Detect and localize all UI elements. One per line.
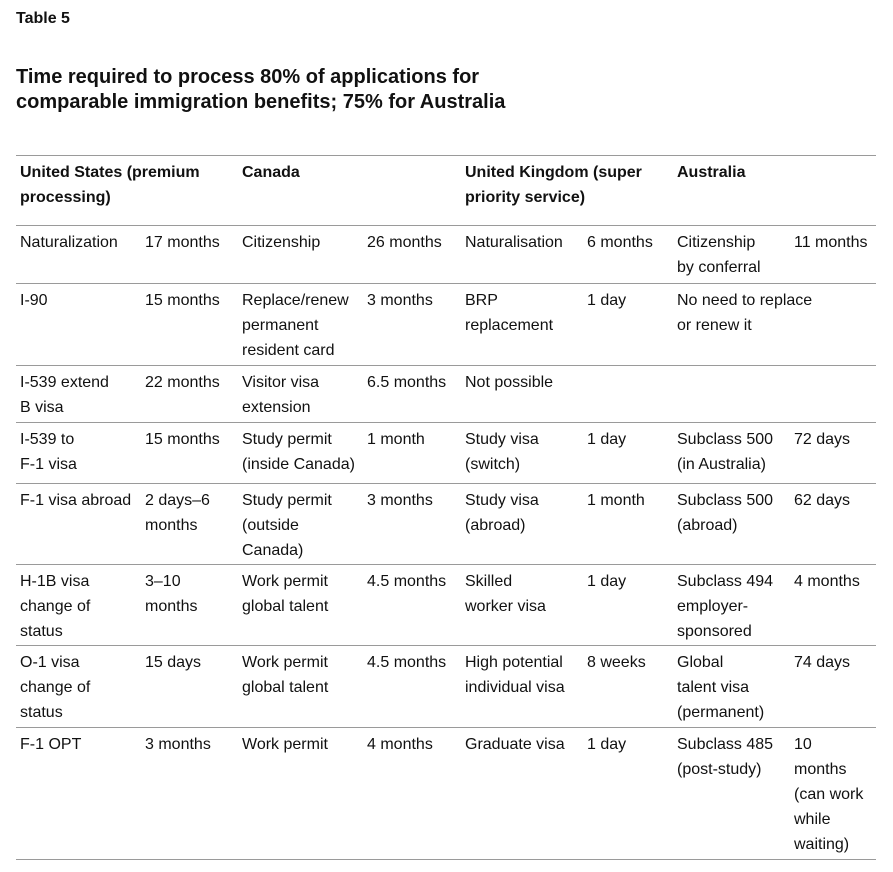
cell-line: Canada) (242, 542, 304, 559)
cell-line: 26 months (367, 234, 442, 251)
table-rule (16, 225, 876, 226)
cell-line: Work permit (242, 736, 328, 753)
header-united-states (20, 160, 200, 210)
cell-line: 15 days (145, 654, 202, 671)
cell-line: BRP (465, 292, 498, 309)
cell-line: change of (20, 679, 91, 696)
uk-time-cell (587, 732, 626, 757)
uk-time-cell (587, 230, 653, 255)
us-benefit-cell (20, 230, 118, 255)
cell-line: 15 months (145, 292, 220, 309)
cell-line: change of (20, 598, 91, 615)
ca-benefit-cell (242, 732, 328, 757)
cell-line: 8 weeks (587, 654, 646, 671)
cell-line: Naturalisation (465, 234, 563, 251)
au-benefit-cell (677, 288, 812, 338)
title-line: Time required to process 80% of applications for (16, 66, 480, 88)
cell-line: I-539 extend (20, 374, 109, 391)
uk-benefit-cell (465, 488, 539, 538)
ca-benefit-cell (242, 288, 349, 363)
us-benefit-cell (20, 370, 109, 420)
cell-line: High potential (465, 654, 563, 671)
table-rule (16, 365, 876, 366)
cell-line: O-1 visa (20, 654, 80, 671)
cell-line: global talent (242, 679, 329, 696)
cell-line: 1 day (587, 431, 627, 448)
cell-line: 22 months (145, 374, 220, 391)
cell-line: Skilled (465, 573, 513, 590)
cell-line: F-1 visa (20, 456, 77, 473)
au-benefit-cell (677, 650, 764, 725)
table-rule (16, 564, 876, 565)
table-title (16, 65, 776, 115)
cell-line: 6.5 months (367, 374, 447, 391)
au-benefit-cell (677, 230, 761, 280)
header-canada (242, 160, 300, 185)
cell-line: extension (242, 399, 311, 416)
au-time-cell (794, 732, 863, 857)
cell-line: F-1 OPT (20, 736, 82, 753)
cell-line: Replace/renew (242, 292, 349, 309)
ca-time-cell (367, 427, 425, 452)
cell-line: 4.5 months (367, 654, 447, 671)
header-australia (677, 160, 745, 185)
us-benefit-cell (20, 650, 90, 725)
cell-line: 1 day (587, 736, 627, 753)
table-rule (16, 859, 876, 860)
cell-line: Citizenship (677, 234, 756, 251)
ca-time-cell (367, 230, 442, 255)
cell-line: H-1B visa (20, 573, 90, 590)
uk-benefit-cell (465, 732, 565, 757)
cell-line: priority service) (465, 189, 586, 206)
cell-line: (switch) (465, 456, 521, 473)
cell-line: Subclass 500 (677, 492, 774, 509)
uk-time-cell (587, 650, 646, 675)
cell-line: Global (677, 654, 724, 671)
cell-line: or renew it (677, 317, 752, 334)
cell-line: status (20, 623, 63, 640)
table-rule (16, 645, 876, 646)
table-label: Table 5 (16, 10, 70, 27)
cell-line: (outside (242, 517, 299, 534)
uk-benefit-cell (465, 650, 565, 700)
au-benefit-cell (677, 569, 773, 644)
au-time-cell (794, 230, 868, 255)
cell-line: Naturalization (20, 234, 118, 251)
cell-line: 2 days–6 (145, 492, 210, 509)
cell-line: I-90 (20, 292, 48, 309)
cell-line: United States (premium (20, 164, 200, 181)
table-rule (16, 283, 876, 284)
cell-line: 11 months (794, 234, 868, 251)
cell-line: (can work (794, 786, 864, 803)
ca-time-cell (367, 370, 446, 395)
au-time-cell (794, 569, 860, 594)
us-benefit-cell (20, 732, 81, 757)
ca-benefit-cell (242, 650, 328, 700)
cell-line: permanent (242, 317, 319, 334)
cell-line: worker visa (465, 598, 546, 615)
cell-line: (abroad) (465, 517, 526, 534)
cell-line: 3 months (367, 292, 433, 309)
header-united-kingdom (465, 160, 642, 210)
cell-line: No need to replace (677, 292, 813, 309)
uk-benefit-cell (465, 427, 539, 477)
cell-line: 1 day (587, 573, 627, 590)
cell-line: 1 day (587, 292, 627, 309)
cell-line: Study permit (242, 431, 332, 448)
cell-line: Not possible (465, 374, 554, 391)
us-time-cell (145, 650, 201, 675)
us-benefit-cell (20, 488, 131, 513)
au-benefit-cell (677, 488, 773, 538)
us-time-cell (145, 732, 211, 757)
cell-line: (in Australia) (677, 456, 766, 473)
ca-benefit-cell (242, 427, 355, 477)
title-line: comparable immigration benefits; 75% for Australia (16, 91, 506, 113)
uk-benefit-cell (465, 230, 563, 255)
cell-line: (inside Canada) (242, 456, 355, 473)
au-benefit-cell (677, 427, 773, 477)
cell-line: individual visa (465, 679, 565, 696)
au-time-cell (794, 488, 850, 513)
cell-line: 3 months (367, 492, 433, 509)
us-benefit-cell (20, 288, 48, 313)
uk-time-cell (587, 488, 645, 513)
cell-line: Canada (242, 164, 300, 181)
cell-line: replacement (465, 317, 554, 334)
us-benefit-cell (20, 569, 90, 644)
ca-benefit-cell (242, 569, 328, 619)
cell-line: Australia (677, 164, 746, 181)
cell-line: 17 months (145, 234, 220, 251)
cell-line: F-1 visa abroad (20, 492, 132, 509)
cell-line: talent visa (677, 679, 750, 696)
cell-line: 10 (794, 736, 812, 753)
cell-line: 1 month (587, 492, 645, 509)
us-time-cell (145, 230, 220, 255)
cell-line: 74 days (794, 654, 851, 671)
cell-line: global talent (242, 598, 329, 615)
cell-line: Study visa (465, 492, 539, 509)
cell-line: Study permit (242, 492, 332, 509)
uk-benefit-cell (465, 288, 553, 338)
uk-time-cell (587, 569, 626, 594)
cell-line: 1 month (367, 431, 425, 448)
cell-line: 3–10 (145, 573, 181, 590)
table-rule (16, 155, 876, 156)
ca-time-cell (367, 732, 433, 757)
uk-benefit-cell (465, 569, 546, 619)
cell-line: employer- (677, 598, 749, 615)
cell-line: (permanent) (677, 704, 765, 721)
cell-line: months (794, 761, 847, 778)
cell-line: I-539 to (20, 431, 75, 448)
cell-line: 4.5 months (367, 573, 447, 590)
us-time-cell (145, 569, 197, 619)
cell-line: 72 days (794, 431, 851, 448)
us-time-cell (145, 370, 220, 395)
cell-line: 6 months (587, 234, 653, 251)
cell-line: while (794, 811, 831, 828)
ca-benefit-cell (242, 230, 320, 255)
cell-line: Subclass 494 (677, 573, 774, 590)
cell-line: (abroad) (677, 517, 738, 534)
cell-line: processing) (20, 189, 111, 206)
cell-line: 4 months (367, 736, 433, 753)
us-time-cell (145, 488, 210, 538)
cell-line: 4 months (794, 573, 860, 590)
ca-benefit-cell (242, 488, 332, 563)
cell-line: resident card (242, 342, 335, 359)
us-benefit-cell (20, 427, 77, 477)
cell-line: Study visa (465, 431, 539, 448)
us-time-cell (145, 288, 220, 313)
uk-benefit-cell (465, 370, 553, 395)
ca-benefit-cell (242, 370, 319, 420)
table-rule (16, 483, 876, 484)
au-benefit-cell (677, 732, 773, 782)
ca-time-cell (367, 288, 433, 313)
cell-line: months (145, 517, 198, 534)
cell-line: 3 months (145, 736, 211, 753)
cell-line: B visa (20, 399, 64, 416)
cell-line: status (20, 704, 63, 721)
ca-time-cell (367, 488, 433, 513)
cell-line: months (145, 598, 198, 615)
cell-line: Subclass 500 (677, 431, 774, 448)
cell-line: 15 months (145, 431, 220, 448)
us-time-cell (145, 427, 220, 452)
cell-line: Visitor visa (242, 374, 320, 391)
au-time-cell (794, 650, 850, 675)
cell-line: (post-study) (677, 761, 762, 778)
cell-line: waiting) (794, 836, 850, 853)
cell-line: Subclass 485 (677, 736, 774, 753)
cell-line: Graduate visa (465, 736, 565, 753)
cell-line: sponsored (677, 623, 752, 640)
ca-time-cell (367, 569, 446, 594)
cell-line: Citizenship (242, 234, 321, 251)
uk-time-cell (587, 288, 626, 313)
uk-time-cell (587, 427, 626, 452)
au-time-cell (794, 427, 850, 452)
cell-line: United Kingdom (super (465, 164, 642, 181)
cell-line: Work permit (242, 654, 328, 671)
table-rule (16, 422, 876, 423)
cell-line: 62 days (794, 492, 851, 509)
ca-time-cell (367, 650, 446, 675)
table-rule (16, 727, 876, 728)
cell-line: by conferral (677, 259, 761, 276)
cell-line: Work permit (242, 573, 328, 590)
